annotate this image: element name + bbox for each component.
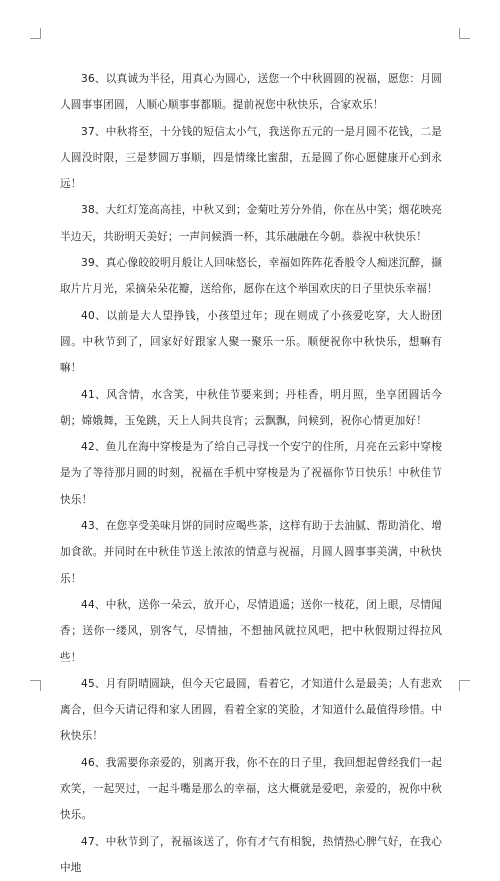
paragraph-37: 37、中秋将至，十分钱的短信太小气，我送你五元的一是月圆不花钱，二是人圆没时限，三是梦圆万事顺，四是情缘比蜜甜，五是圆了你心愿健康开心到永远！ <box>60 125 442 191</box>
paragraph-44: 44、中秋，送你一朵云，放开心，尽情逍遥；送你一枝花，闭上眼，尽情闻香；送你一缕风，别客气，尽情抽，不想抽风就拉风吧，把中秋假期过得拉风些！ <box>60 598 442 664</box>
paragraph-46: 46、我需要你亲爱的，别离开我，你不在的日子里，我回想起曾经我们一起欢笑，一起哭过，一起斗嘴是那么的幸福，这大概就是爱吧，亲爱的，祝你中秋快乐。 <box>60 756 442 822</box>
document-body <box>60 66 442 881</box>
page-corner-mark-top-left <box>30 28 41 39</box>
paragraph-43: 43、在您享受美味月饼的同时应喝些茶，这样有助于去油腻、帮助消化、增加食欲。并同时在中秋佳节送上浓浓的情意与祝福，月圆人圆事事美满，中秋快乐！ <box>60 520 442 585</box>
paragraph-36: 36、以真诚为半径，用真心为圆心，送您一个中秋圆圆的祝福，愿您：月圆人圆事事团圆，人顺心顺事事都顺。提前祝您中秋快乐，合家欢乐！ <box>60 73 442 112</box>
paragraph-39: 39、真心像皎皎明月般让人回味悠长，幸福如阵阵花香般令人痴迷沉醉，撷取片片月光，采摘朵朵花瓣，送给你，愿你在这个举国欢庆的日子里快乐幸福！ <box>60 257 442 296</box>
page-corner-mark-bottom-left <box>30 680 41 691</box>
paragraph-45: 45、月有阴晴圆缺，但今天它最圆，看着它，才知道什么是最美；人有悲欢离合，但今天请记得和家人团圆，看着全家的笑脸，才知道什么最值得珍惜。中秋快乐！ <box>60 677 442 743</box>
paragraph-42: 42、鱼儿在海中穿梭是为了给自己寻找一个安宁的住所，月亮在云彩中穿梭是为了等待那月圆的时刻，祝福在手机中穿梭是为了祝福你节日快乐！中秋佳节快乐！ <box>60 441 442 506</box>
page-corner-mark-bottom-right <box>459 680 470 691</box>
page-corner-mark-top-right <box>459 28 470 39</box>
paragraph-40: 40、以前是大人望挣钱，小孩望过年；现在则成了小孩爱吃穿，大人盼团圆。中秋节到了，回家好好跟家人聚一聚乐一乐。顺便祝你中秋快乐，想嘛有嘛！ <box>60 309 442 375</box>
paragraph-38: 38、大红灯笼高高挂，中秋又到；金菊吐芳分外俏，你在丛中笑；烟花映亮半边天，共盼明天美好；一声问候酒一杯，其乐融融在今朝。恭祝中秋快乐！ <box>60 204 442 243</box>
paragraph-47: 47、中秋节到了，祝福该送了，你有才气有相貌，热情热心脾气好，在我心中地 <box>60 835 442 874</box>
paragraph-41: 41、风含情，水含笑，中秋佳节要来到；丹桂香，明月照，坐享团圆话今朝；嫦娥舞，玉兔跳，天上人间共良宵；云飘飘，问候到，祝你心情更加好！ <box>60 388 442 427</box>
